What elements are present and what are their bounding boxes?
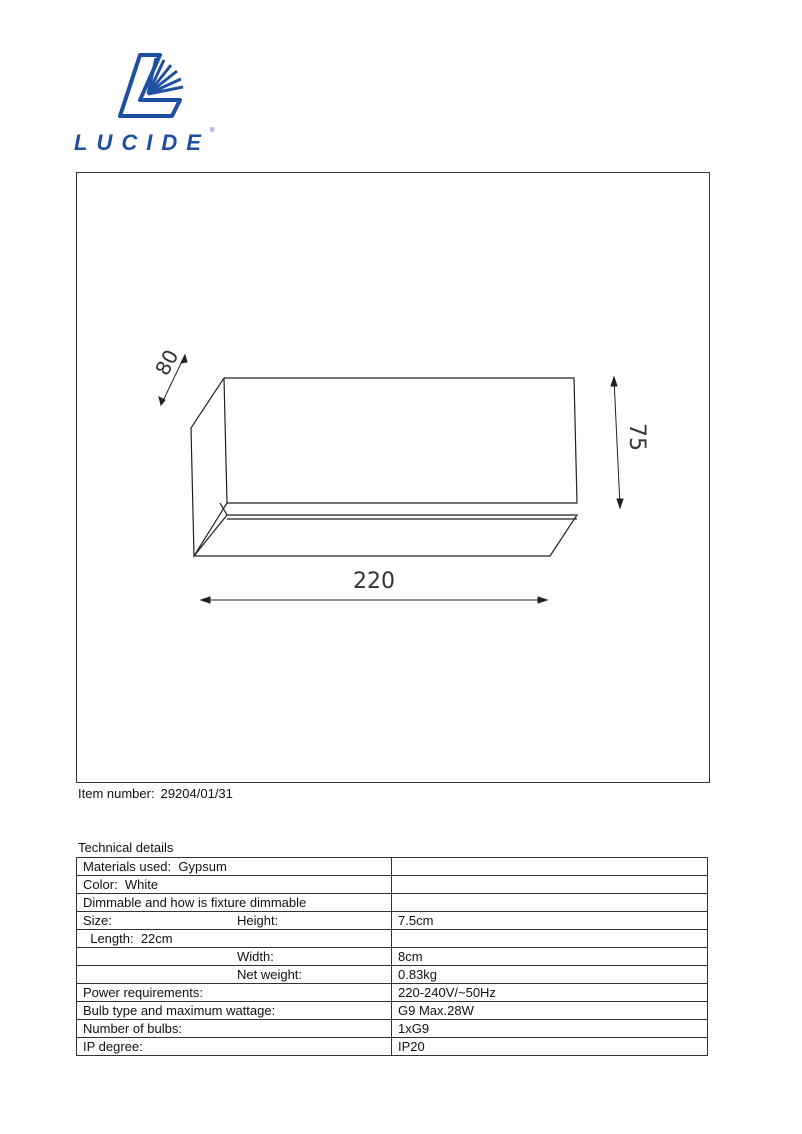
spec-row [77,984,708,1002]
length-dimension-label: 220 [353,569,395,594]
height-dimension-label: 75 [624,423,649,451]
registered-mark: ® [210,128,215,134]
spec-label-cell [77,858,392,876]
spec-row [77,858,708,876]
technical-details-table [76,857,708,1056]
spec-value: 7.5cm [392,912,708,930]
spec-value: 1xG9 [392,1020,708,1038]
spec-row [77,948,708,966]
spec-label: Length: 22cm [83,931,173,946]
spec-sublabel: Net weight: [237,967,303,982]
spec-sublabel: Width: [237,949,274,964]
spec-label-cell [77,912,392,930]
spec-label-cell [77,894,392,912]
spec-label: Bulb type and maximum wattage: [83,1003,276,1018]
fixture-outline [191,378,577,556]
spec-row [77,966,708,984]
lucide-logo-mark [118,50,198,120]
spec-label-cell [77,984,392,1002]
item-number-value: 29204/01/31 [160,786,233,801]
spec-sublabel: Height: [237,913,279,928]
spec-row [77,912,708,930]
spec-value [392,876,708,894]
length-dimension-line [201,597,547,603]
spec-label: Size: [83,913,112,928]
spec-value: 220-240V/~50Hz [392,984,708,1002]
spec-label-cell [77,1038,392,1056]
spec-row [77,1002,708,1020]
spec-label-cell [77,1020,392,1038]
spec-label-cell [77,966,392,984]
brand-wordmark: LUCIDE [74,130,210,155]
spec-value [392,858,708,876]
spec-label-cell [77,948,392,966]
spec-value [392,930,708,948]
item-number [78,786,233,801]
technical-drawing [77,173,711,784]
spec-label: Power requirements: [83,985,203,1000]
spec-label: Materials used: Gypsum [83,859,227,874]
spec-label: Dimmable and how is fixture dimmable [83,895,307,910]
height-dimension-line [611,377,623,508]
spec-label-cell [77,876,392,894]
spec-row [77,1038,708,1056]
spec-value: 0.83kg [392,966,708,984]
spec-row [77,1020,708,1038]
item-number-label: Item number: [78,786,155,801]
spec-row [77,876,708,894]
spec-label: IP degree: [83,1039,143,1054]
technical-details-title: Technical details [78,840,174,855]
spec-value: IP20 [392,1038,708,1056]
technical-drawing-frame [76,172,710,783]
spec-label-cell [77,1002,392,1020]
lucide-logo [74,50,224,160]
spec-value [392,894,708,912]
spec-label: Number of bulbs: [83,1021,182,1036]
spec-label: Color: White [83,877,159,892]
spec-value: G9 Max.28W [392,1002,708,1020]
spec-row [77,930,708,948]
spec-label-cell [77,930,392,948]
spec-value: 8cm [392,948,708,966]
spec-row [77,894,708,912]
depth-dimension-label: 80 [150,345,184,380]
